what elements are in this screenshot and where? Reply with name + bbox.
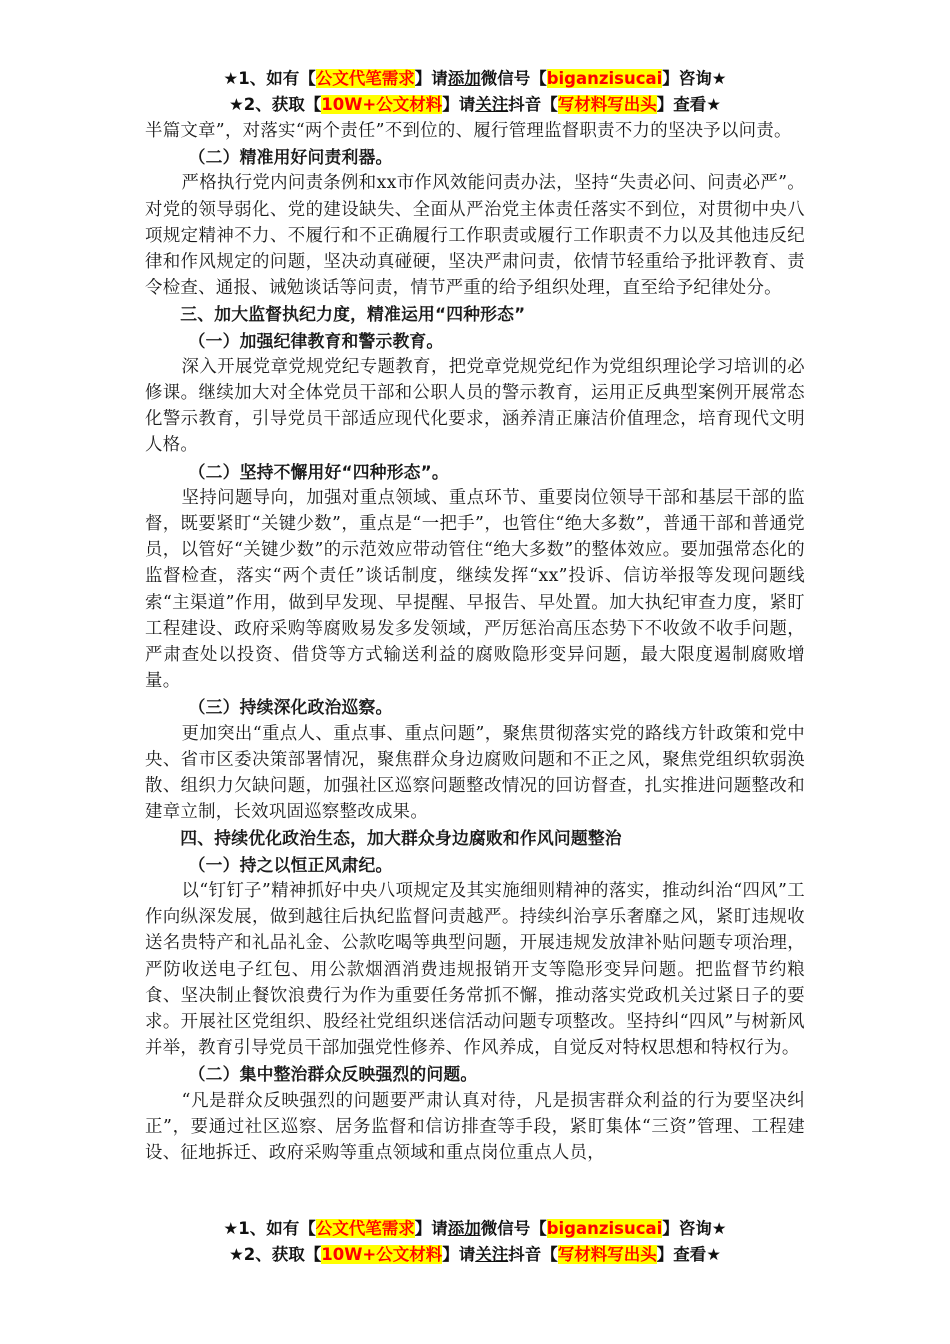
section-heading: 四、持续优化政治生态，加大群众身边腐败和作风问题整治 xyxy=(180,828,622,849)
banner-text: ★2、获取【 xyxy=(228,1245,322,1264)
banner-highlight: 公文代笔需求 xyxy=(315,1219,415,1238)
section-heading: 三、加大监督执纪力度，精准运用“四种形态” xyxy=(180,304,526,325)
subheading: （二）集中整治群众反映强烈的问题。 xyxy=(188,1064,478,1085)
banner-text: ★1、如有【 xyxy=(223,69,316,88)
subheading: （一）持之以恒正风肃纪。 xyxy=(188,854,393,875)
banner-underline: 添加 xyxy=(447,1219,481,1238)
banner-text: 】请 xyxy=(414,69,448,88)
banner-line-2 xyxy=(0,1242,950,1268)
banner-text: 抖音【 xyxy=(508,1245,558,1264)
banner-text: 】请 xyxy=(442,95,476,114)
banner-highlight: 写材料写出头 xyxy=(557,95,657,114)
banner-highlight: 公文代笔需求 xyxy=(315,69,415,88)
banner-highlight: 10W+公文材料 xyxy=(321,1245,443,1264)
banner-text: 】咨询★ xyxy=(662,1219,727,1238)
paragraph: 深入开展党章党规党纪专题教育，把党章党规党纪作为党组织理论学习培训的必修课。继续加大对全体党员干部和公职人员的警示教育，运用正反典型案例开展常态化警示教育，引导党员干部适应现代化要求，涵养清正廉洁价值理念，培育现代文明人格。 xyxy=(145,356,805,456)
banner-underline: 关注 xyxy=(475,1245,509,1264)
banner-underline: 关注 xyxy=(475,95,509,114)
paragraph: 以“钉钉子”精神抓好中央八项规定及其实施细则精神的落实，推动纠治“四风”工作向纵深发展，做到越往后执纪监督问责越严。持续纠治享乐奢靡之风，紧盯违规收送名贵特产和礼品礼金、公款吃喝等典型问题，开展违规发放津补贴问题专项治理，严防收送电子红包、用公款烟酒消费违规报销开支等隐形变异问题。把监督节约粮食、坚决制止餐饮浪费行为作为重要任务常抓不懈，推动落实党政机关过紧日子的要求。开展社区党组织、股经社党组织迷信活动问题专项整改。坚持纠“四风”与树新风并举，教育引导党员干部加强党性修养、作风养成，自觉反对特权思想和特权行为。 xyxy=(145,880,805,1059)
banner-text: 】查看★ xyxy=(656,1245,722,1264)
paragraph: 半篇文章”，对落实“两个责任”不到位的、履行管理监督职责不力的坚决予以问责。 xyxy=(145,121,792,141)
banner-text: ★1、如有【 xyxy=(223,1219,316,1238)
document-page xyxy=(145,66,805,1166)
banner-text: ★2、获取【 xyxy=(228,95,322,114)
banner-text: 微信号【 xyxy=(480,1219,547,1238)
banner-text: 】请 xyxy=(414,1219,448,1238)
banner-line-1 xyxy=(0,1216,950,1242)
banner-highlight: biganzisucai xyxy=(546,1219,663,1238)
subheading: （二）坚持不懈用好“四种形态”。 xyxy=(188,461,449,482)
banner-highlight: 10W+公文材料 xyxy=(321,95,443,114)
banner-underline: 添加 xyxy=(447,69,481,88)
banner-text: 微信号【 xyxy=(480,69,547,88)
subheading: （二）精准用好问责利器。 xyxy=(188,147,393,168)
banner-text: 】咨询★ xyxy=(662,69,727,88)
banner-highlight: 写材料写出头 xyxy=(557,1245,657,1264)
banner-line-2 xyxy=(145,92,805,118)
paragraph: 坚持问题导向，加强对重点领域、重点环节、重要岗位领导干部和基层干部的监督，既要紧盯“关键少数”，重点是“一把手”，也管住“绝大多数”，普通干部和普通党员，以管好“关键少数”的示范效应带动管住“绝大多数”的整体效应。要加强常态化的监督检查，落实“两个责任”谈话制度，继续发挥“xx”投诉、信访举报等发现问题线索“主渠道”作用，做到早发现、早提醒、早报告、早处置。加大执纪审查力度，紧盯工程建设、政府采购等腐败易发多发领域，严厉惩治高压态势下不收敛不收手问题，严肃查处以投资、借贷等方式输送利益的腐败隐形变异问题，最大限度遏制腐败增量。 xyxy=(145,487,805,692)
subheading: （一）加强纪律教育和警示教育。 xyxy=(188,330,444,351)
banner-highlight: biganzisucai xyxy=(546,69,663,88)
paragraph: 更加突出“重点人、重点事、重点问题”，聚焦贯彻落实党的路线方针政策和党中央、省市区委决策部署情况，聚焦群众身边腐败问题和不正之风，聚焦党组织软弱涣散、组织力欠缺问题，加强社区巡察问题整改情况的回访督查，扎实推进问题整改和建章立制，长效巩固巡察整改成果。 xyxy=(145,723,805,823)
bottom-banner xyxy=(0,1216,950,1268)
document-body xyxy=(145,118,805,1166)
banner-line-1 xyxy=(145,66,805,92)
top-banner xyxy=(145,66,805,118)
paragraph: “凡是群众反映强烈的问题要严肃认真对待，凡是损害群众利益的行为要坚决纠正”，要通过社区巡察、居务监督和信访排查等手段，紧盯集体“三资”管理、工程建设、征地拆迁、政府采购等重点领域和重点岗位重点人员， xyxy=(145,1090,805,1163)
paragraph: 严格执行党内问责条例和xx市作风效能问责办法，坚持“失责必问、问责必严”。对党的领导弱化、党的建设缺失、全面从严治党主体责任落实不到位，对贯彻中央八项规定精神不力、不履行和不正确履行工作职责或履行工作职责不力以及其他违反纪律和作风规定的问题，坚决动真碰硬，坚决严肃问责，依情节轻重给予批评教育、责令检查、通报、诫勉谈话等问责，情节严重的给予组织处理，直至给予纪律处分。 xyxy=(145,173,805,299)
banner-text: 】查看★ xyxy=(656,95,722,114)
banner-text: 】请 xyxy=(442,1245,476,1264)
subheading: （三）持续深化政治巡察。 xyxy=(188,697,393,718)
banner-text: 抖音【 xyxy=(508,95,558,114)
